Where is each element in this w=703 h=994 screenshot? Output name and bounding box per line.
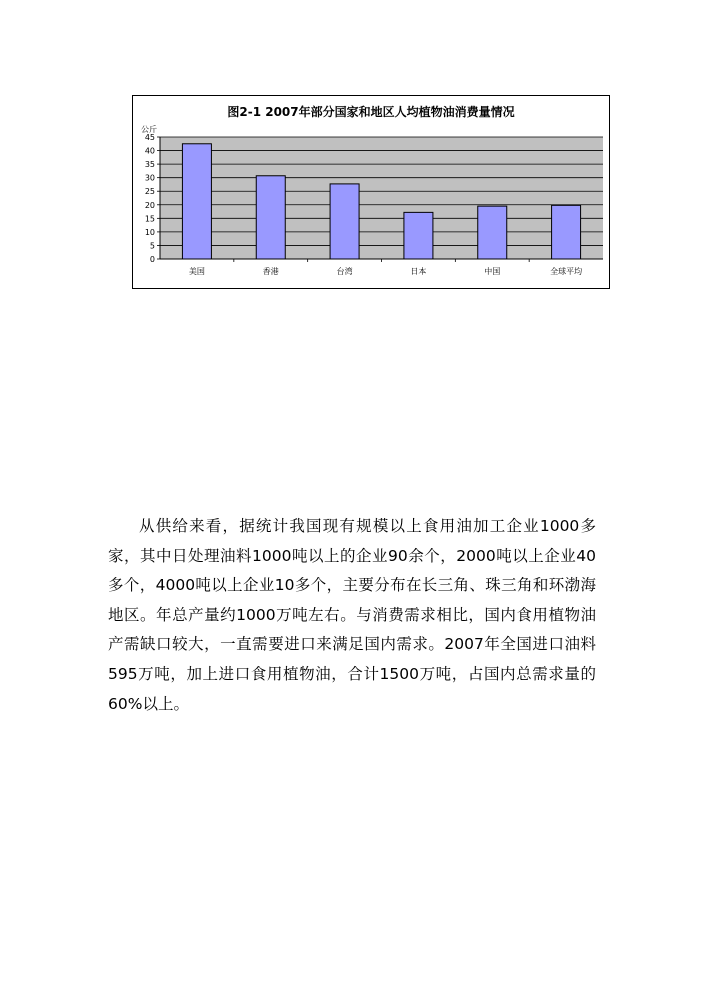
x-tick-label: 日本: [410, 267, 427, 276]
y-tick-label: 5: [149, 241, 155, 251]
x-tick-label: 中国: [484, 267, 501, 276]
bar: [330, 184, 359, 259]
x-tick-label: 美国: [188, 267, 205, 276]
x-tick-label: 全球平均: [550, 267, 583, 276]
y-tick-label: 20: [144, 200, 155, 210]
bar: [182, 144, 211, 259]
y-tick-label: 45: [144, 133, 155, 142]
y-tick-label: 35: [144, 160, 155, 170]
y-tick-label: 15: [144, 214, 155, 224]
y-tick-label: 25: [144, 187, 155, 197]
y-tick-label: 30: [144, 173, 155, 183]
bar: [552, 205, 581, 259]
bar: [404, 212, 433, 259]
x-tick-label: 台湾: [336, 267, 353, 276]
plot-area: [160, 137, 603, 259]
bar: [256, 176, 285, 259]
y-tick-label: 40: [144, 146, 155, 156]
bar-chart: [133, 96, 609, 288]
chart-title: 图2-1 2007年部分国家和地区人均植物油消费量情况: [227, 105, 515, 119]
body-paragraph: 从供给来看，据统计我国现有规模以上食用油加工企业1000多家，其中日处理油料1000吨以上的企业90余个，2000吨以上企业40多个，4000吨以上企业10多个，主要分布在长三角、珠三角和环渤海地区。年总产量约1000万吨左右。与消费需求相比，国内食用植物油产需缺口较大，一直需要进口来满足国内需求。2007年全国进口油料595万吨，加上进口食用植物油，合计1500万吨，占国内总需求量的60%以上。: [108, 517, 596, 713]
y-tick-label: 10: [144, 227, 155, 237]
x-tick-label: 香港: [262, 267, 279, 276]
chart-container: [132, 95, 610, 289]
bar: [478, 206, 507, 259]
y-tick-label: 0: [149, 255, 155, 264]
y-axis-label: 公斤: [141, 125, 157, 134]
